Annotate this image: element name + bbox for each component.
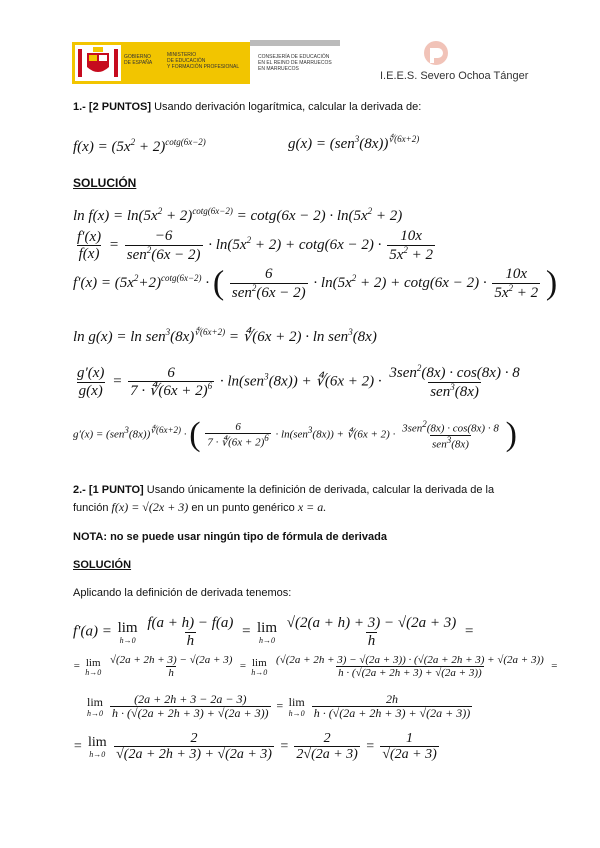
- exercise2-text-b-prefix: función: [73, 502, 109, 514]
- header: [72, 40, 532, 90]
- exercise2-text-b-suffix: en un punto genérico: [191, 502, 295, 514]
- limit-result: = lim h→0 $\frac{2}{√(2a + 2h + 3) + √(2a + 3)}$ = $\frac{2}{2√(2a + 3)}$ = $\frac{1}{√(2a + 3)}$: [73, 731, 437, 763]
- generic-point: x = a.: [297, 500, 327, 514]
- consejeria-text: [258, 54, 332, 72]
- exercise1-statement: [73, 101, 421, 113]
- limit-definition: f′(a) = lim h→0 $\frac{f(a + h) - f(a)}{h}$ = lim h→0 $\frac{√(2(a + h) + 3) - √(2a + 3)}{h}$ =: [73, 615, 475, 649]
- ministry-line1: MINISTERIO: [167, 52, 197, 58]
- exercise1-number: 1.-: [73, 101, 86, 113]
- limit-simplify: lim h→0 $\frac{(2a + 2h + 3 - 2a - 3)}{h \cdot (√(2a + 2h + 3) + √(2a + 3))}$ = lim h→0 $\frac{2h}{h \cdot (√(2a + 2h + 3) + √(2a + 3))}$: [87, 692, 471, 721]
- function-f-formula: $f(x) = (5x^2 + 2)^{cotg(6x-2)}$: [73, 137, 206, 155]
- ministry-line2: DE EDUCACIÓN: [167, 58, 206, 64]
- lnf-equation: $\ln f(x) = \ln(5x^2 + 2)^{cotg(6x-2)} = \cot g(6x - 2) \cdot \ln(5x^2 + 2)$: [73, 206, 403, 224]
- exercise1-text: Usando derivación logarítmica, calcular la derivada de:: [154, 101, 422, 113]
- function-f2-formula: f(x) = √(2x + 3): [111, 500, 189, 514]
- lng-derivative: $\frac{g'(x)}{g(x)}$ = $\frac{6}{7 \cdot ∜(6x + 2)^6}$ · ln(sen$^3$(8x)) + ∜(6x + 2) · $\frac{3sen^2(8x) \cdot \cos(8x) \cdot 8}{sen^3(8x)}$: [77, 363, 520, 400]
- ministry-line3: Y FORMACIÓN PROFESIONAL: [167, 64, 240, 70]
- limit-rationalize: = lim h→0 $\frac{√(2a + 2h + 3) - √(2a + 3)}{h}$ = lim h→0 $\frac{(√(2a + 2h + 3) - √(2a + 3)) \cdot (√(2a + 2h + 3) + √(2a + 3))}{h \cdot (√(2a + 2h + 3) + √(2a + 3))}$ =: [73, 654, 558, 680]
- exercise2-intro: Aplicando la definición de derivada tenemos:: [73, 587, 292, 599]
- exercise2-points: [1 PUNTO]: [88, 484, 144, 496]
- consejeria-line2: EN EL REINO DE MARRUECOS: [258, 60, 332, 66]
- school-logo-icon: [422, 40, 450, 66]
- exercise1-solution-heading: SOLUCIÓN: [73, 176, 137, 190]
- exercise2-note: NOTA: no se puede usar ningún tipo de fórmula de derivada: [73, 531, 387, 543]
- exercise2-solution-heading: SOLUCIÓN: [73, 559, 132, 571]
- government-text: [124, 54, 152, 66]
- lnf-derivative: $\frac{f'(x)}{f(x)}$ = $\frac{-6}{sen^2(6x - 2)}$ · $\ln(5x^2 + 2) + \cot g(6x - 2)$ · $\frac{10x}{5x^2 + 2}$: [77, 228, 433, 263]
- exercise2-statement-line2: [73, 500, 326, 515]
- exercise2-text-a: Usando únicamente la definición de derivada, calcular la derivada de la: [146, 484, 495, 496]
- lng-equation: $\ln g(x) = \ln sen^3(8x)^{∜(6x+2)}$ = ∜(6x + 2) · ln sen$^3$(8x): [73, 327, 377, 345]
- school-name: I.E.E.S. Severo Ochoa Tánger: [380, 70, 529, 82]
- coat-of-arms-icon: [75, 45, 121, 81]
- consejeria-line1: CONSEJERÍA DE EDUCACIÓN: [258, 54, 330, 60]
- header-divider: [250, 40, 340, 46]
- gov-line2: DE ESPAÑA: [124, 60, 153, 66]
- exercise1-points: [2 PUNTOS]: [88, 101, 152, 113]
- ministry-text: [167, 52, 239, 70]
- gprime-result: $g'(x) = (sen^3(8x))^{∜(6x+2)}$ · ( $\frac{6}{7 \cdot ∜(6x + 2)^6}$ · ln(sen$^3$(8x)) + ∜(6x + 2) · $\frac{3sen^2(8x) \cdot \cos(8x) \cdot 8}{sen^3(8x)}$ ): [73, 416, 517, 453]
- function-g-formula: $g(x) = (sen^3(8x))^{∜(6x+2)}$: [288, 134, 420, 152]
- exercise2-statement-line1: [73, 484, 494, 496]
- exercise2-number: 2.-: [73, 484, 86, 496]
- consejeria-line3: EN MARRUECOS: [258, 66, 299, 72]
- fprime-result: $f'(x) = (5x^2+2)^{cotg(6x-2)}$ · ( $\frac{6}{sen^2(6x - 2)}$ · $\ln(5x^2 + 2) + \cot g(6x - 2)$ · $\frac{10x}{5x^2 + 2}$ ): [73, 264, 558, 302]
- gov-line1: GOBIERNO: [124, 54, 151, 60]
- government-logo: [72, 42, 250, 84]
